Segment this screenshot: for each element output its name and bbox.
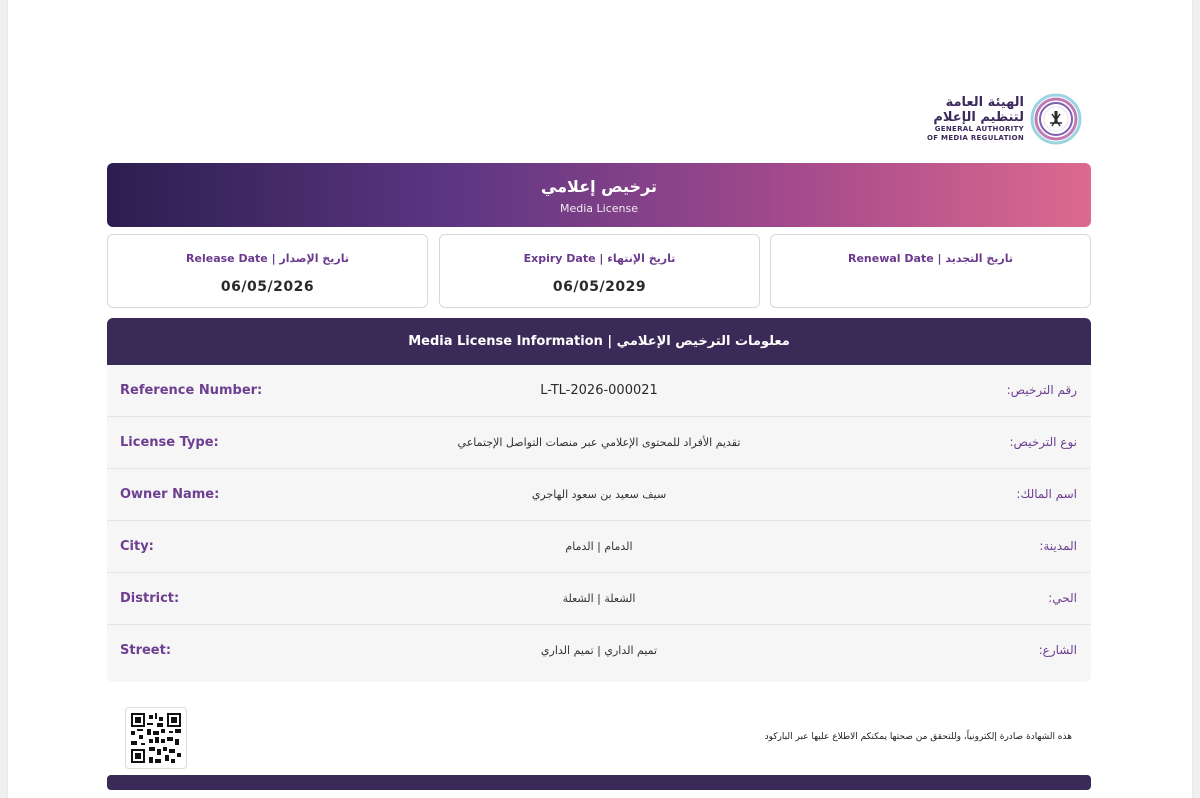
release-date-box — [107, 234, 428, 308]
license-info-table — [107, 318, 1091, 682]
expiry-date-label: Expiry Date | تاريخ الإنتهاء — [523, 252, 676, 265]
table-row-owner — [107, 469, 1091, 521]
table-row-city — [107, 521, 1091, 573]
reference-value: L-TL-2026-000021 — [540, 383, 658, 398]
banner-title-ar: ترخيص إعلامي — [540, 177, 658, 196]
expiry-date-box — [439, 234, 760, 308]
expiry-date-value: 06/05/2029 — [552, 279, 647, 295]
logo-text — [927, 95, 1024, 143]
logo-name-en-2: OF MEDIA REGULATION — [926, 134, 1024, 142]
city-label-en: City: — [120, 539, 154, 554]
table-row-street — [107, 625, 1091, 676]
footer-bar — [107, 775, 1091, 790]
qr-code[interactable] — [125, 707, 187, 769]
info-table-title: Media License Information | معلومات الترخيص الإعلامي — [107, 318, 1091, 365]
street-value: تميم الداري | تميم الداري — [540, 644, 658, 657]
table-row-district — [107, 573, 1091, 625]
owner-label-en: Owner Name: — [120, 487, 220, 502]
city-label-ar: المدينة: — [1039, 539, 1077, 553]
logo-name-ar-1: الهيئة العامة — [945, 95, 1024, 110]
owner-value: سيف سعيد بن سعود الهاجري — [531, 488, 667, 501]
renewal-date-label: Renewal Date | تاريخ التجديد — [848, 252, 1013, 265]
release-date-label: Release Date | تاريخ الإصدار — [186, 252, 349, 265]
renewal-date-box — [770, 234, 1091, 308]
city-value: الدمام | الدمام — [565, 540, 633, 553]
table-row-reference — [107, 365, 1091, 417]
district-label-en: District: — [120, 591, 180, 606]
license-type-label-ar: نوع الترخيص: — [1009, 435, 1077, 449]
authority-logo — [927, 92, 1082, 146]
license-banner — [107, 163, 1091, 227]
district-value: الشعلة | الشعلة — [562, 592, 636, 605]
license-type-value: تقديم الأفراد للمحتوى الإعلامي عبر منصات التواصل الإجتماعي — [457, 436, 741, 449]
logo-name-en-1: GENERAL AUTHORITY — [934, 125, 1024, 133]
release-date-value: 06/05/2026 — [220, 279, 315, 295]
license-certificate — [8, 0, 1192, 798]
street-label-en: Street: — [120, 643, 172, 658]
emblem-icon — [1030, 93, 1082, 145]
table-row-license-type — [107, 417, 1091, 469]
street-label-ar: الشارع: — [1038, 643, 1077, 657]
district-label-ar: الحي: — [1048, 591, 1077, 605]
owner-label-ar: اسم المالك: — [1016, 487, 1077, 501]
qr-code-icon — [131, 713, 181, 763]
banner-title-en: Media License — [559, 202, 638, 215]
reference-label-en: Reference Number: — [120, 383, 263, 398]
reference-label-ar: رقم الترخيص: — [1006, 383, 1077, 397]
verification-note: هذه الشهادة صادرة إلكترونياً، وللتحقق من صحتها يمكنكم الاطلاع عليها عبر الباركود — [764, 732, 1072, 742]
license-type-label-en: License Type: — [120, 435, 219, 450]
logo-name-ar-2: لتنظيم الإعلام — [933, 110, 1024, 125]
